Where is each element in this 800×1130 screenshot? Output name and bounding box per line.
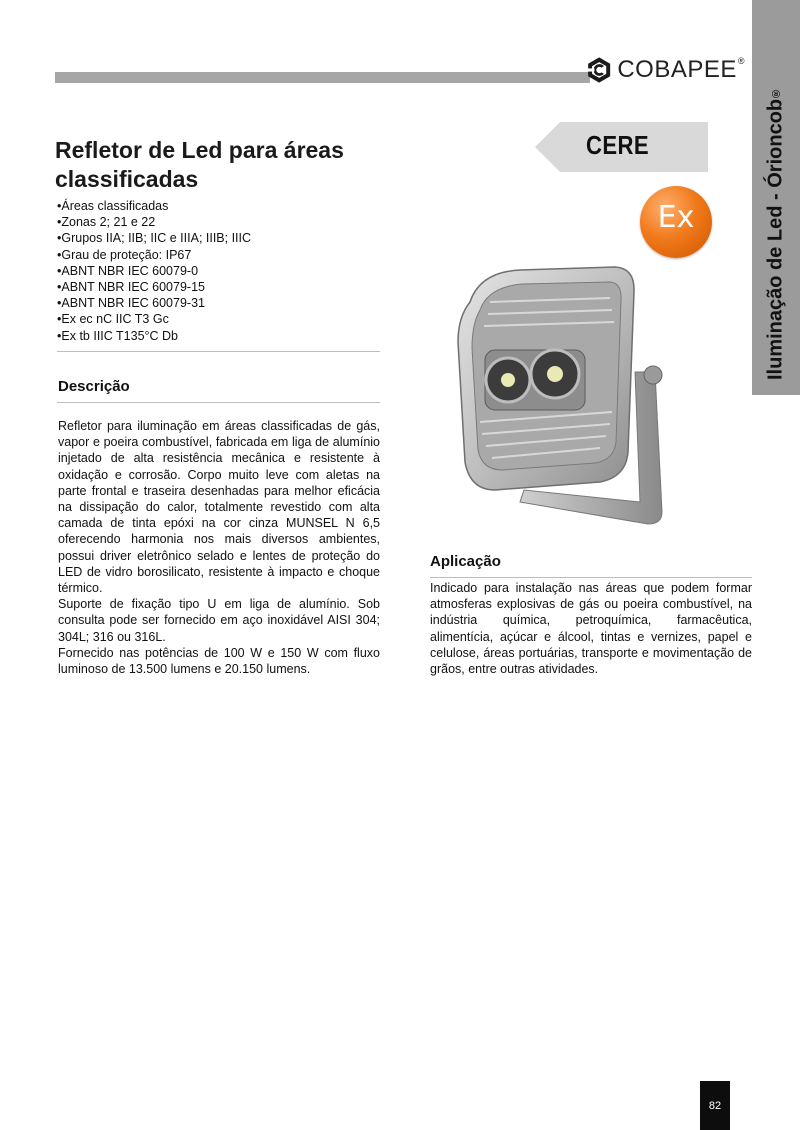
feature-item: • Áreas classificadas [57, 198, 387, 214]
feature-item: • Ex ec nC IIC T3 Gc [57, 311, 387, 327]
product-code: CERE [585, 130, 650, 160]
page-title: Refletor de Led para áreas classificadas [55, 137, 344, 192]
feature-item: • ABNT NBR IEC 60079-0 [57, 263, 387, 279]
feature-item: • Grupos IIA; IIB; IIC e IIIA; IIIB; IIIC [57, 230, 387, 246]
header-bar [55, 72, 590, 83]
page-number: 82 [700, 1081, 730, 1130]
feature-item: • Ex tb IIIC T135°C Db [57, 328, 387, 344]
feature-item: • ABNT NBR IEC 60079-31 [57, 295, 387, 311]
divider [430, 577, 752, 578]
description-paragraph: Suporte de fixação tipo U em liga de alumínio. Sob consulta pode ser fornecido em aço inoxidável AISI 304; 304L; 316 ou 316L. [58, 597, 380, 644]
led-floodlight-image [450, 262, 670, 532]
feature-item: • ABNT NBR IEC 60079-15 [57, 279, 387, 295]
description-paragraph: Refletor para iluminação em áreas classificadas de gás, vapor e poeira combustível, fabricada em liga de alumínio injetado de alta resistência mecânica e resistente à oxidação e corrosão. Corpo muito leve com aletas na parte frontal e traseira desenhadas para melhor eficácia na dissipação do calor, totalmente revestido com alta camada de tinta epóxi na cor cinza MUNSEL N 6,5 oferecendo harmonia nos mais diversos ambientes, possui driver eletrônico selado e lentes de proteção do LED de vidro borosilicato, resistente à impacto e choque térmico. [58, 419, 380, 596]
side-band-title: Iluminação de Led - Órioncob ® [764, 86, 787, 380]
brand-logo [585, 52, 745, 88]
brand-name: COBAPEE® [617, 56, 745, 83]
divider [57, 402, 380, 403]
cobapee-logo-icon [585, 52, 613, 88]
feature-item: • Grau de proteção: IP67 [57, 247, 387, 263]
application-text: Indicado para instalação nas áreas que podem formar atmosferas explosivas de gás ou poeira combustível, na indústria química, petroquímica, farmacêutica, alimentícia, açúcar e álcool, tintas e vernizes, papel e celulose, áreas portuárias, transporte e movimentação de grãos, entre outras atividades. [430, 581, 752, 677]
ex-badge-label: Ex [657, 200, 695, 235]
application-heading: Aplicação [430, 553, 501, 570]
description-heading: Descrição [58, 378, 130, 395]
description-paragraph: Fornecido nas potências de 100 W e 150 W com fluxo luminoso de 13.500 lumens e 20.150 lumens. [58, 645, 380, 677]
feature-item: • Zonas 2; 21 e 22 [57, 214, 387, 230]
divider [57, 351, 380, 352]
feature-list [57, 198, 387, 344]
description-text [58, 418, 380, 677]
